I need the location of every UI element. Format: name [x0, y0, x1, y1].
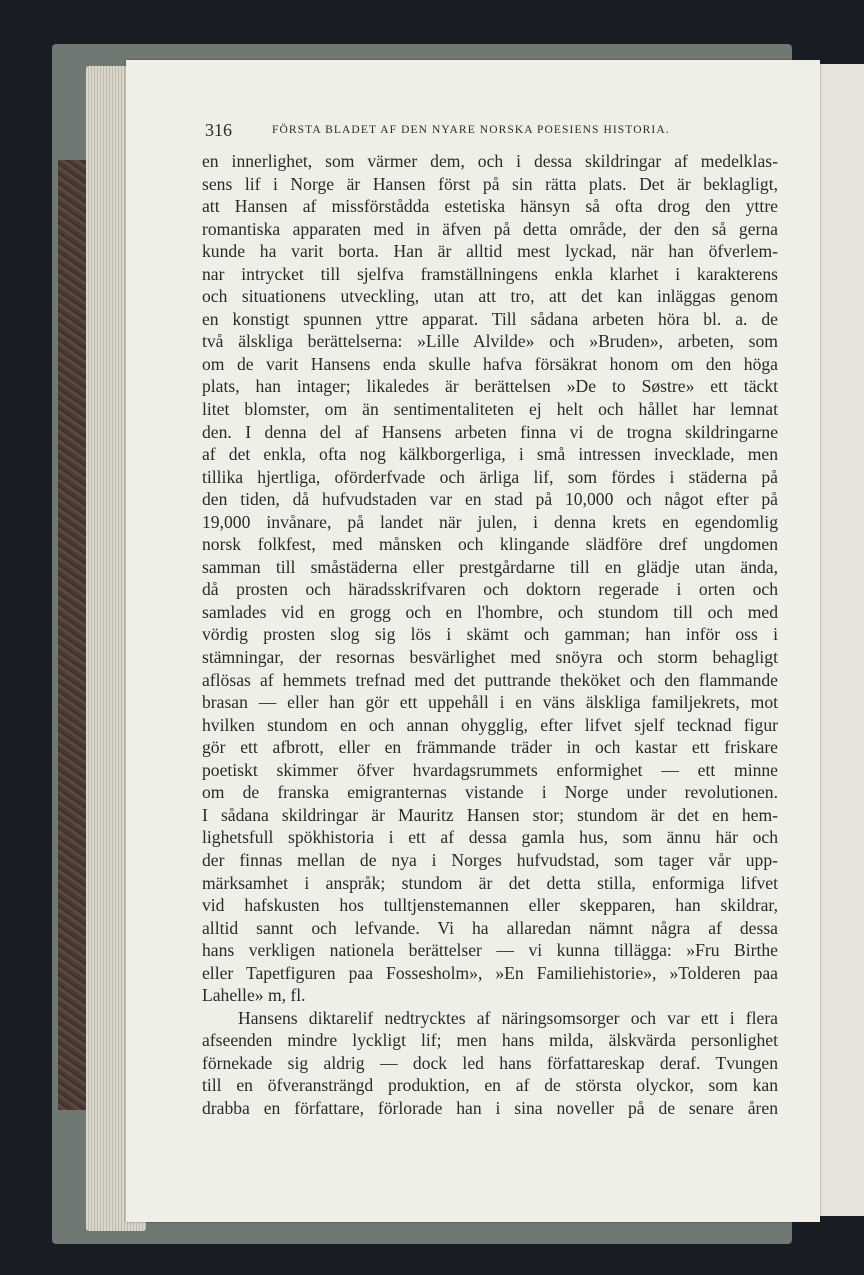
text-line: lighetsfull spökhistoria i ett af dessa gamla hus, som ännu här och	[202, 827, 778, 848]
text-line: brasan — eller han gör ett uppehåll i en väns älskliga familjekrets, mot	[202, 692, 778, 713]
text-line: afseenden mindre lyckligt lif; men hans milda, älskvärda personlighet	[202, 1030, 778, 1051]
text-line: kunde ha varit borta. Han är alltid mest lyckad, när han öfverlem-	[202, 241, 778, 262]
text-line: förnekade sig aldrig — dock led hans författareskap deraf. Tvungen	[202, 1052, 778, 1073]
text-line: samman till småstäderna eller prestgårdarne till en glädje utan ända,	[202, 556, 778, 577]
text-line: 19,000 invånare, på landet när julen, i denna krets en egendomlig	[202, 511, 778, 532]
text-line: att Hansen af missförstådda estetiska hänsyn så ofta drog den yttre	[202, 196, 778, 217]
text-line: plats, han intager; likaledes är berättelsen »De to Søstre» ett täckt	[202, 376, 778, 397]
text-line: då prosten och häradsskrifvaren och doktorn regerade i orten och	[202, 579, 778, 600]
text-line: samlades vid en grogg och en l'hombre, och stundom till och med	[202, 601, 778, 622]
text-line: eller Tapetfiguren paa Fossesholm», »En Familiehistorie», »Tolderen paa	[202, 962, 778, 983]
text-line: tillika hjertliga, oförderfvade och ärliga lif, som fördes i städerna på	[202, 466, 778, 487]
text-line: I sådana skildringar är Mauritz Hansen stor; stundom är det en hem-	[202, 804, 778, 825]
text-line: vördig prosten slog sig lös i skämt och gamman; han inför oss i	[202, 624, 778, 645]
text-line: märksamhet i anspråk; stundom är det detta stilla, enformiga lifvet	[202, 872, 778, 893]
text-line: alltid sannt och lefvande. Vi ha allaredan nämnt några af dessa	[202, 917, 778, 938]
text-line: hvilken stundom en och annan ohygglig, efter lifvet sjelf tecknad figur	[202, 714, 778, 735]
text-line: litet blomster, om än sentimentaliteten ej helt och hållet har lemnat	[202, 399, 778, 420]
text-line: om de varit Hansens enda skulle hafva försäkrat honom om den höga	[202, 353, 778, 374]
text-line: den tiden, då hufvudstaden var en stad på 10,000 och något efter på	[202, 489, 778, 510]
text-line: vid hafskusten hos tulltjenstemannen eller skepparen, han skildrar,	[202, 895, 778, 916]
facing-page-edge	[818, 64, 864, 1216]
running-head: FÖRSTA BLADET AF DEN NYARE NORSKA POESIENS HISTORIA.	[272, 124, 670, 136]
text-line: om de franska emigranternas vistande i Norge under revolutionen.	[202, 782, 778, 803]
text-line: Hansens diktarelif nedtrycktes af näringsomsorger och var ett i flera	[238, 1007, 778, 1028]
text-line: Lahelle» m, fl.	[202, 985, 306, 1006]
text-line: två älskliga berättelserna: »Lille Alvilde» och »Bruden», arbeten, som	[202, 331, 778, 352]
text-line: af det enkla, ofta nog kälkborgerliga, i små intressen invecklade, men	[202, 444, 778, 465]
body-text	[202, 150, 778, 1120]
page-number: 316	[205, 120, 232, 140]
text-line: en innerlighet, som värmer dem, och i dessa skildringar af medelklas-	[202, 151, 778, 171]
text-line: romantiska apparaten med in äfven på detta område, der den så gerna	[202, 218, 778, 239]
text-line: norsk folkfest, med månsken och klingande slädföre dref ungdomen	[202, 534, 778, 555]
text-line: gör ett afbrott, eller en främmande träder in och kastar ett friskare	[202, 737, 778, 758]
text-line: till en öfveransträngd produktion, en af de största olyckor, som kan	[202, 1075, 778, 1096]
text-line: der finnas mellan de nya i Norges hufvudstad, som tager vår upp-	[202, 849, 778, 870]
text-line: nar intrycket till sjelfva framställningens enkla klarhet i karakterens	[202, 263, 778, 284]
text-line: poetiskt skimmer öfver hvardagsrummets enformighet — ett minne	[202, 759, 778, 780]
text-line: hans verkligen nationela berättelser — vi kunna tillägga: »Fru Birthe	[202, 940, 778, 961]
text-line: aflösas af hemmets trefnad med det puttrande theköket och den flammande	[202, 669, 778, 690]
text-line: sens lif i Norge är Hansen först på sin rätta plats. Det är beklagligt,	[202, 173, 778, 194]
text-line: en konstigt spunnen yttre apparat. Till sådana arbeten höra bl. a. de	[202, 308, 778, 329]
text-line: drabba en författare, förlorade han i sina noveller på de senare åren	[202, 1097, 778, 1118]
text-line: och situationens utveckling, utan att tro, att det kan inläggas genom	[202, 286, 778, 307]
text-line: stämningar, der resornas besvärlighet med snöyra och storm behagligt	[202, 647, 778, 668]
book-page	[126, 60, 820, 1222]
text-line: den. I denna del af Hansens arbeten finna vi de trogna skildringarne	[202, 421, 778, 442]
